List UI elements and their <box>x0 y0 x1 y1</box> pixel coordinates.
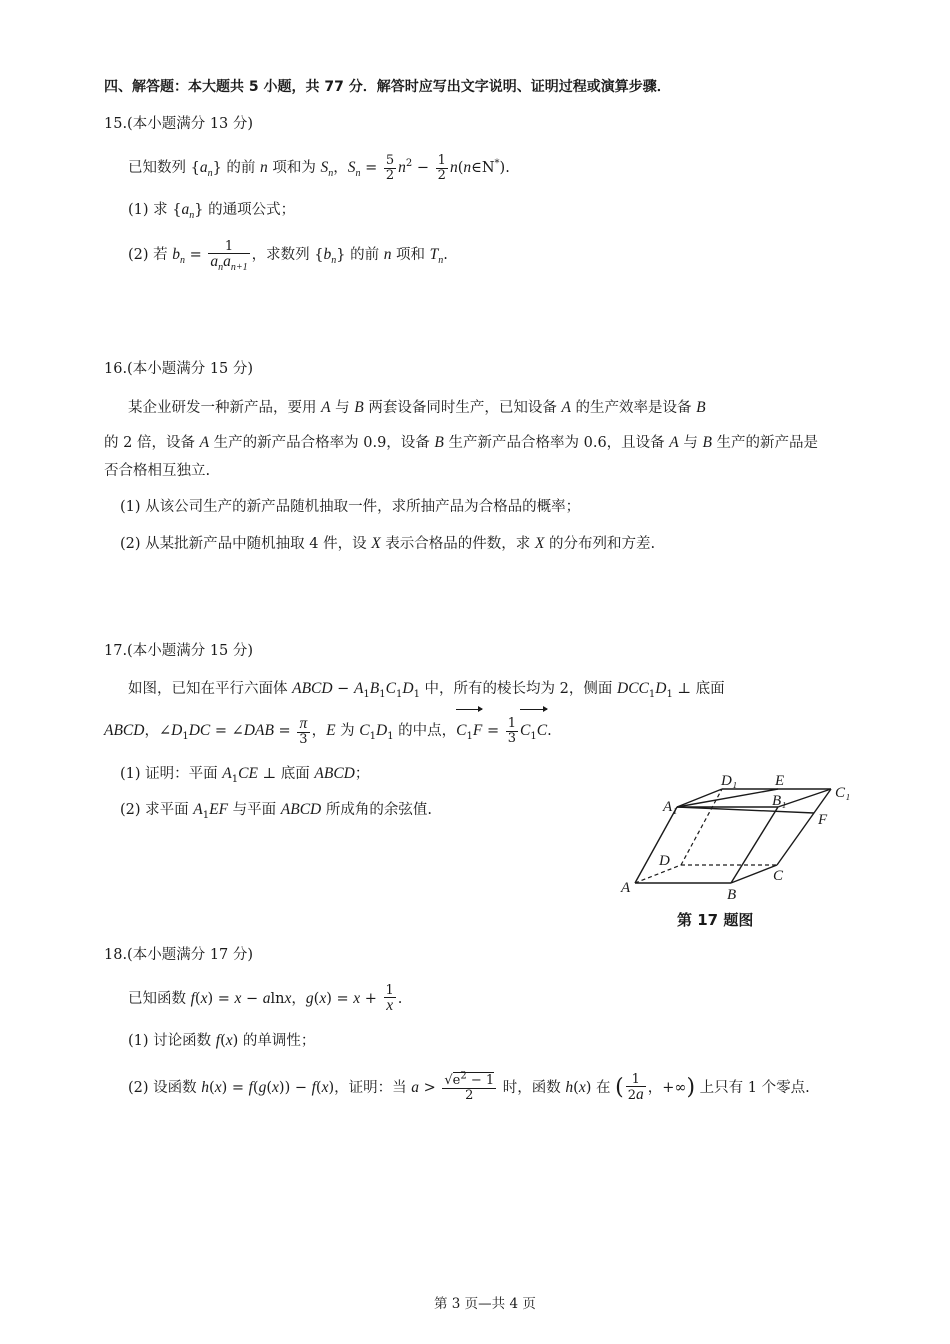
label-A1: A₁ <box>663 799 678 815</box>
q16-part2: (2) 从某批新产品中随机抽取 4 件，设 X 表示合格品的件数，求 X 的分布列和方差. <box>120 535 656 552</box>
q18-stem: 已知函数 f(x) = x − alnx，g(x) = x + $\frac{1}{x}$ . <box>128 982 403 1015</box>
parallelepiped-figure <box>615 765 865 905</box>
q16-stem-line2: 的 2 倍，设备 A 生产的新产品合格率为 0.9，设备 B 生产新产品合格率为 0.6，且设备 A 与 B 生产的新产品是 <box>104 434 819 451</box>
section-heading: 四、解答题：本大题共 5 小题，共 77 分．解答时应写出文字说明、证明过程或演算步骤． <box>104 79 671 95</box>
label-B1: B₁ <box>772 793 787 809</box>
q15-header: 15.(本小题满分 13 分) <box>104 116 254 132</box>
q17-header: 17.(本小题满分 15 分) <box>104 643 254 659</box>
q18-part1: (1) 讨论函数 f(x) 的单调性； <box>128 1032 316 1049</box>
label-D: D <box>659 853 670 869</box>
q17-part1: (1) 证明：平面 $A_1CE$ ⊥ 底面 ABCD； <box>120 765 370 785</box>
label-B: B <box>727 887 737 903</box>
label-F: F <box>818 812 828 828</box>
label-C: C <box>773 868 784 884</box>
page-footer: 第 3 页—共 4 页 <box>434 1296 536 1312</box>
q17-stem-line2: ABCD，$\angle D_1DC$ = ∠DAB = $\frac{\pi}{3}$ ，E 为 $C_1D_1$ 的中点，$C_1F$ = $\frac{1}{3}$ $C_1C$. <box>104 712 552 750</box>
label-E: E <box>775 773 785 789</box>
figure-caption: 第 17 题图 <box>677 911 754 929</box>
q15-stem: 已知数列 $\{a_n\}$ 的前 n 项和为 $S_n$，$S_n$ = $\frac{5}{2}$ $n^2$ − $\frac{1}{2}$ n(n∈N*). <box>128 152 510 183</box>
label-C1: C₁ <box>835 785 851 801</box>
label-D1: D₁ <box>721 773 738 789</box>
q18-part2: (2) 设函数 h(x) = f(g(x)) − f(x)，证明：当 a > $\frac{√e^2 - 1}{2}$ 时，函数 h(x) 在 ( $\frac{1}{2a}$ ，+∞) 上只有 1 个零点. <box>128 1070 810 1104</box>
q15-part1: (1) 求 $\{a_n\}$ 的通项公式； <box>128 201 296 222</box>
q17-stem-line1: 如图，已知在平行六面体 ABCD − $A_1B_1C_1D_1$ 中，所有的棱长均为 2，侧面 $DCC_1D_1$ ⊥ 底面 <box>128 680 725 700</box>
q16-stem-line3: 否合格相互独立. <box>104 463 211 479</box>
q16-part1: (1) 从该公司生产的新产品随机抽取一件，求所抽产品为合格品的概率； <box>120 499 581 515</box>
label-A: A <box>621 880 631 896</box>
q16-header: 16.(本小题满分 15 分) <box>104 361 254 377</box>
q18-header: 18.(本小题满分 17 分) <box>104 947 254 963</box>
q15-part2: (2) 若 $b_n$ = $\frac{1}{a_na_{n+1}}$ ，求数列 $\{b_n\}$ 的前 n 项和 $T_n$. <box>128 238 448 274</box>
q17-part2: (2) 求平面 $A_1EF$ 与平面 ABCD 所成角的余弦值. <box>120 801 432 821</box>
q16-stem-line1: 某企业研发一种新产品，要用 A 与 B 两套设备同时生产，已知设备 A 的生产效率是设备 B <box>128 399 706 416</box>
